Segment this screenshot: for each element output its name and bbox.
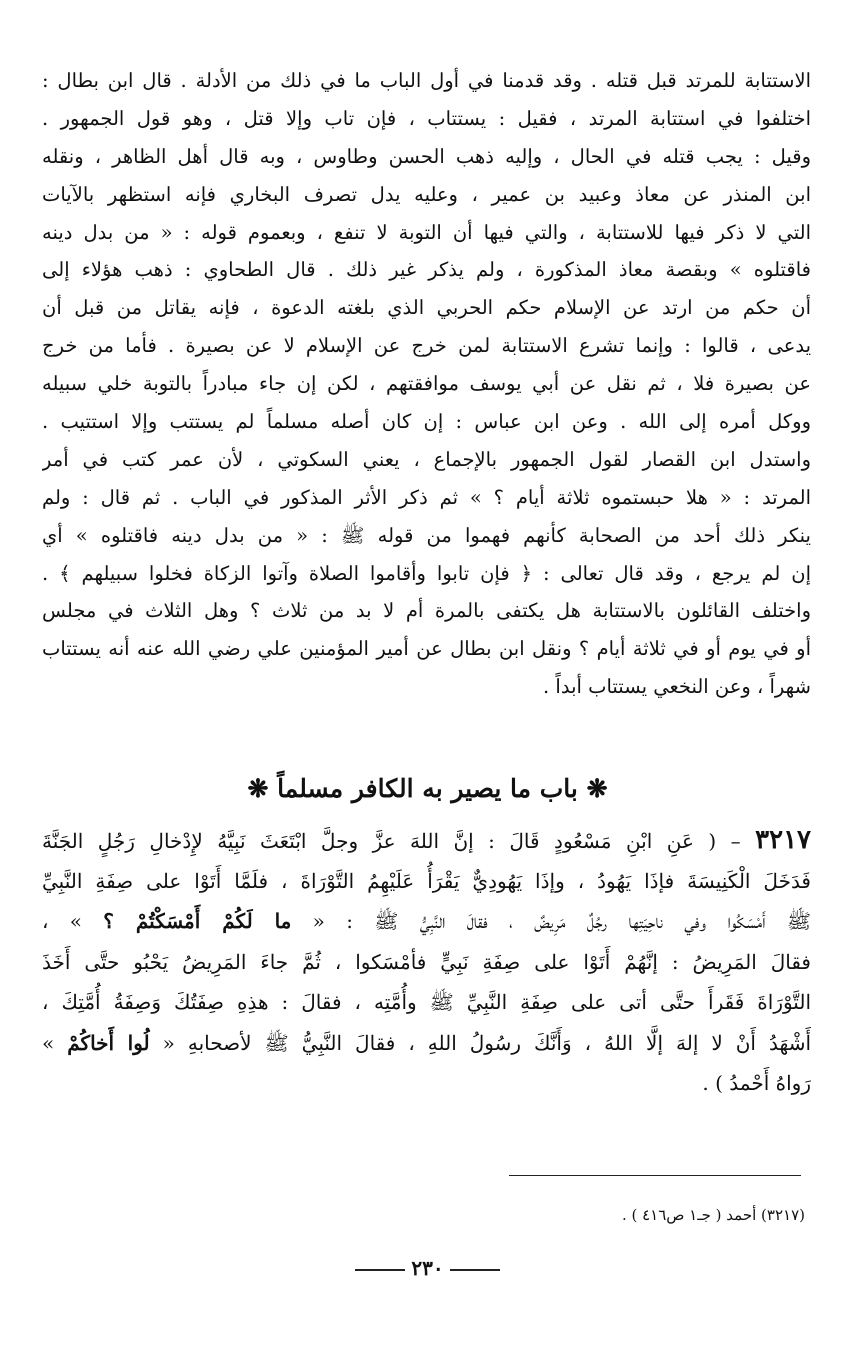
- page-number-footer: [0, 1256, 855, 1280]
- hadith-text: »: [42, 1030, 68, 1055]
- text-line: واستدل ابن القصار لقول الجمهور بالإجماع ، يعني السكوتي ، لأن عمر كتب في أمر: [42, 447, 811, 471]
- text-line: المرتد : « هلا حبستموه ثلاثة أيام ؟ » ثم ذكر الأثر المذكور في الباب . ثم قال : ولم: [42, 485, 811, 509]
- hadith-line: [42, 820, 811, 861]
- hadith-line: التَّوْرَاةَ فَقَرأَ حتَّى أتى على صِفَةِ النَّبِيِّ ﷺ وأُمَّتِه ، فقالَ : هذِهِ صِفَتُكَ وَصِفَةُ أُمَّتِكَ ،: [42, 990, 811, 1014]
- prophet-quote: لُوا أَخاكُمْ: [67, 1030, 150, 1055]
- prophet-quote: ما لَكُمْ أَمْسَكْتُمْ ؟: [103, 909, 292, 933]
- hadith-text: ﷺ أَمْسَكُوا وفي ناحِيَتِها رجُلٌ مَرِيضٌ ، فقالَ النَّبِيُّ ﷺ : «: [291, 909, 811, 933]
- hadith-number: ٣٢١٧: [755, 825, 811, 855]
- dash-left: [355, 1269, 405, 1271]
- hadith-line: فَدَخَلَ الْكَنِيسَةَ فإذَا يَهُودُ ، وإذَا يَهُودِيٌّ يَقْرَأُ عَلَيْهِمُ التَّوْرَاةَ ، فلَمَّا أَتَوْا على صِفَةِ النَّبِيِّ: [42, 868, 811, 893]
- dash-right: [450, 1269, 500, 1271]
- text-line: التي لا ذكر فيها للاستتابة ، والتي فيها أن التوبة لا تنفع ، وبعموم قوله : « من بدل دينه: [42, 220, 811, 244]
- text-line: يدعى ، قالوا : وإنما تشرع الاستتابة لمن خرج عن الإسلام لا عن بصيرة . فأما من خرج: [42, 334, 811, 358]
- text-line: واختلف القائلون بالاستتابة هل يكتفى بالمرة أم لا بد من ثلاث ؟ وهل الثلاث في مجلس: [42, 599, 811, 623]
- text-line: أو في يوم أو في ثلاثة أيام ؟ ونقل ابن بطال عن أمير المؤمنين علي رضي الله عنه أنه يستتاب: [42, 637, 811, 661]
- text-line: أن حكم من ارتد عن الإسلام حكم الحربي الذي بلغته الدعوة ، فإنه يقاتل من قبل أن: [42, 296, 811, 320]
- text-line: فاقتلوه » وبقصة معاذ المذكورة ، ولم يذكر غير ذلك . قال الطحاوي : ذهب هؤلاء إلى: [42, 258, 811, 282]
- text-line: اختلفوا في استتابة المرتد ، فقيل : يستتاب ، فإن تاب وإلا قتل ، وهو قول الجمهور .: [42, 106, 811, 130]
- hadith-line: [42, 901, 811, 942]
- text-line: الاستتابة للمرتد قبل قتله . وقد قدمنا في أول الباب ما في ذلك من الأدلة . قال ابن بطال :: [42, 69, 811, 92]
- hadith-line: فقالَ المَرِيضُ : إنَّهُمْ أَتَوْا على صِفَةِ نَبِيٍّ فأمْسَكوا ، ثُمَّ جاءَ المَرِيضُ يَحْبُو حتَّى أَخَذَ: [42, 949, 811, 974]
- text-line: إن لم يرجع ، وقد قال تعالى : ﴿ فإن تابوا وأقاموا الصلاة وآتوا الزكاة فخلوا سبيلهم ﴾ .: [42, 561, 811, 585]
- text-line: عن بصيرة فلا ، ثم نقل عن أبي يوسف موافقتهم ، لكن إن جاء مبادراً بالتوبة خلي سبيله: [42, 372, 811, 396]
- footnote: (٣٢١٧) أحمد ( جـ١ ص٤١٦ ) .: [621, 1206, 805, 1224]
- text-line: ابن المنذر عن معاذ وعبيد بن عمير ، وعليه يدل تصرف البخاري فإنه استظهر بالآيات: [42, 182, 811, 206]
- hadith-text: – ( عَنِ ابْنِ مَسْعُودٍ قَالَ : إنَّ اللهَ عزَّ وجلَّ ابْتَعَثَ نَبِيَّهُ لإِدْخالِ رَجُلٍ الجَنَّةَ: [42, 829, 756, 853]
- text-line: وقيل : يجب قتله في الحال ، وإليه ذهب الحسن وطاوس ، وبه قال أهل الظاهر ، ونقله: [42, 144, 811, 168]
- hadith-line: رَواهُ أَحْمدُ ) .: [702, 1071, 811, 1095]
- text-line-last: شهراً ، وعن النخعي يستتاب أبداً .: [543, 675, 811, 699]
- chapter-title: ❋ باب ما يصير به الكافر مسلماً ❋: [247, 774, 608, 803]
- hadith-text: أَشْهَدُ أَنْ لا إلهَ إلَّا اللهُ ، وَأَنَّكَ رسُولُ اللهِ ، فقالَ النَّبِيُّ ﷺ لأصحابهِ «: [149, 1030, 811, 1055]
- hadith-block: [42, 820, 811, 1104]
- text-line: ينكر ذلك أحد من الصحابة كأنهم فهموا من قوله ﷺ : « من بدل دينه فاقتلوه » أي: [42, 523, 811, 547]
- hadith-text: » ،: [42, 909, 104, 933]
- footnote-divider: [509, 1175, 801, 1176]
- commentary-text: [42, 62, 811, 706]
- hadith-line: [42, 1023, 811, 1064]
- text-line: ووكل أمره إلى الله . وعن ابن عباس : إن كان أصله مسلماً لم يستتب وإلا استتيب .: [42, 410, 811, 434]
- page-number: ٢٣٠: [411, 1256, 444, 1280]
